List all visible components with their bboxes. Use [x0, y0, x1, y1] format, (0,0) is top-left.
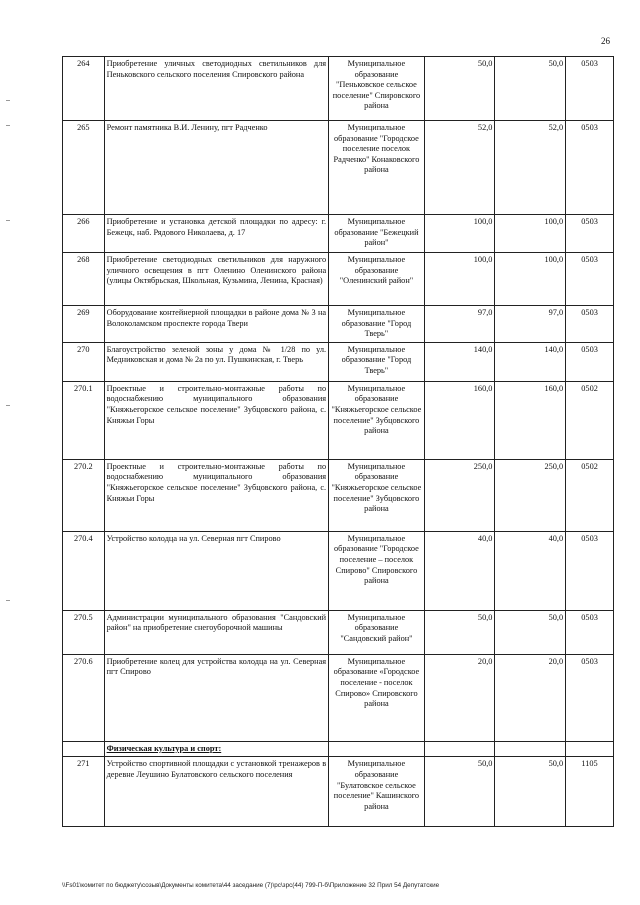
- row-recipient: [329, 741, 425, 757]
- row-amount-approved: 50,0: [495, 757, 566, 827]
- row-name: Оборудование контейнерной площадки в районе дома № 3 на Волоколамском проспекте города Твери: [104, 306, 329, 343]
- row-number: 266: [63, 215, 105, 253]
- row-number: 270.4: [63, 531, 105, 610]
- row-budget-code: 0503: [566, 342, 614, 381]
- row-number: 270.6: [63, 654, 105, 741]
- row-recipient: Муниципальное образование "Сандовский район": [329, 610, 425, 654]
- table-row: [63, 610, 614, 654]
- row-amount: 160,0: [424, 381, 495, 459]
- row-name: Проектные и строительно-монтажные работы по водоснабжению муниципального образования "Княжьегорское сельское поселение" Зубцовского района, с. Княжьи Горы: [104, 381, 329, 459]
- row-budget-code: 0502: [566, 459, 614, 531]
- row-amount: 250,0: [424, 459, 495, 531]
- table-body: [63, 57, 614, 827]
- row-amount: 40,0: [424, 531, 495, 610]
- row-number: 270: [63, 342, 105, 381]
- row-number: 265: [63, 121, 105, 215]
- row-budget-code: 0503: [566, 57, 614, 121]
- row-amount-approved: 97,0: [495, 306, 566, 343]
- row-amount: 97,0: [424, 306, 495, 343]
- row-amount: 50,0: [424, 610, 495, 654]
- row-budget-code: 0503: [566, 610, 614, 654]
- row-name: Администрации муниципального образования "Сандовский район" на приобретение снегоуборочной машины: [104, 610, 329, 654]
- row-amount-approved: 52,0: [495, 121, 566, 215]
- row-recipient: Муниципальное образование «Городское поселение - поселок Спирово» Спировского района: [329, 654, 425, 741]
- scan-artifact: [6, 220, 10, 221]
- row-amount: 100,0: [424, 215, 495, 253]
- row-recipient: Муниципальное образование "Пеньковское сельское поселение" Спировского района: [329, 57, 425, 121]
- table-row: [63, 121, 614, 215]
- row-budget-code: 0503: [566, 654, 614, 741]
- row-recipient: Муниципальное образование "Княжьегорское сельское поселение" Зубцовского района: [329, 381, 425, 459]
- row-amount: 52,0: [424, 121, 495, 215]
- row-amount: 50,0: [424, 757, 495, 827]
- row-name: Устройство колодца на ул. Северная пгт Спирово: [104, 531, 329, 610]
- table-row: [63, 531, 614, 610]
- row-amount-approved: [495, 741, 566, 757]
- table-row: [63, 757, 614, 827]
- row-amount: 100,0: [424, 253, 495, 306]
- row-name: Приобретение колец для устройства колодца на ул. Северная пгт Спирово: [104, 654, 329, 741]
- row-amount-approved: 50,0: [495, 610, 566, 654]
- row-name: Проектные и строительно-монтажные работы по водоснабжению муниципального образования "Княжьегорское сельское поселение" Зубцовского района, с. Княжьи Горы: [104, 459, 329, 531]
- row-name: Ремонт памятника В.И. Ленину, пгт Радченко: [104, 121, 329, 215]
- row-amount-approved: 160,0: [495, 381, 566, 459]
- table-row: [63, 654, 614, 741]
- row-budget-code: 0503: [566, 306, 614, 343]
- table-row: [63, 381, 614, 459]
- row-recipient: Муниципальное образование "Город Тверь": [329, 306, 425, 343]
- scan-artifact: [6, 125, 10, 126]
- row-recipient: Муниципальное образование "Княжьегорское сельское поселение" Зубцовского района: [329, 459, 425, 531]
- row-amount-approved: 250,0: [495, 459, 566, 531]
- row-budget-code: [566, 741, 614, 757]
- table-row: [63, 342, 614, 381]
- footer-path: \\Fs01\комитет по бюджету\созыв\Документы комитета\44 заседание (7)\рс\зрс(44) 799-П-б\Приложение 32 Прил 54 Депутатские: [62, 882, 440, 889]
- row-name: Приобретение уличных светодиодных светильников для Пеньковского сельского поселения Спировского района: [104, 57, 329, 121]
- scan-artifact: [6, 600, 10, 601]
- row-budget-code: 0502: [566, 381, 614, 459]
- row-amount-approved: 100,0: [495, 253, 566, 306]
- row-recipient: Муниципальное образование "Городское поселение поселок Радченко" Конаковского района: [329, 121, 425, 215]
- budget-table: [62, 56, 614, 827]
- row-amount-approved: 140,0: [495, 342, 566, 381]
- row-budget-code: 1105: [566, 757, 614, 827]
- row-recipient: Муниципальное образование "Бежецкий район": [329, 215, 425, 253]
- page-number: 26: [601, 36, 610, 46]
- row-amount: 50,0: [424, 57, 495, 121]
- row-name: Благоустройство зеленой зоны у дома № 1/28 по ул. Медниковская и дома № 2а по ул. Пушкинская, г. Тверь: [104, 342, 329, 381]
- row-recipient: Муниципальное образование "Городское поселение – поселок Спирово" Спировского района: [329, 531, 425, 610]
- row-amount-approved: 50,0: [495, 57, 566, 121]
- row-number: 270.2: [63, 459, 105, 531]
- row-amount: 20,0: [424, 654, 495, 741]
- row-budget-code: 0503: [566, 215, 614, 253]
- row-number: 264: [63, 57, 105, 121]
- section-row: [63, 741, 614, 757]
- table-row: [63, 57, 614, 121]
- row-budget-code: 0503: [566, 253, 614, 306]
- row-recipient: Муниципальное образование "Оленинский район": [329, 253, 425, 306]
- row-amount: 140,0: [424, 342, 495, 381]
- row-name: Приобретение и установка детской площадки по адресу: г. Бежецк, наб. Рядового Николаева, д. 17: [104, 215, 329, 253]
- row-number: [63, 741, 105, 757]
- row-number: 269: [63, 306, 105, 343]
- table-row: [63, 215, 614, 253]
- row-amount-approved: 100,0: [495, 215, 566, 253]
- row-number: 271: [63, 757, 105, 827]
- row-amount-approved: 40,0: [495, 531, 566, 610]
- row-budget-code: 0503: [566, 121, 614, 215]
- row-recipient: Муниципальное образование "Город Тверь": [329, 342, 425, 381]
- table-row: [63, 253, 614, 306]
- scan-artifact: [6, 405, 10, 406]
- row-name: Физическая культура и спорт:: [104, 741, 329, 757]
- row-amount-approved: 20,0: [495, 654, 566, 741]
- row-name: Приобретение светодиодных светильников для наружного уличного освещения в пгт Оленино Оленинского района (улицы Октябрьская, Школьная, Кузьмина, Ленина, Красная): [104, 253, 329, 306]
- row-number: 270.5: [63, 610, 105, 654]
- scan-artifact: [6, 100, 10, 101]
- row-number: 270.1: [63, 381, 105, 459]
- table-row: [63, 459, 614, 531]
- row-name: Устройство спортивной площадки с установкой тренажеров в деревне Леушино Булатовского сельского поселения: [104, 757, 329, 827]
- row-amount: [424, 741, 495, 757]
- row-budget-code: 0503: [566, 531, 614, 610]
- table-row: [63, 306, 614, 343]
- row-number: 268: [63, 253, 105, 306]
- row-recipient: Муниципальное образование "Булатовское сельское поселение" Кашинского района: [329, 757, 425, 827]
